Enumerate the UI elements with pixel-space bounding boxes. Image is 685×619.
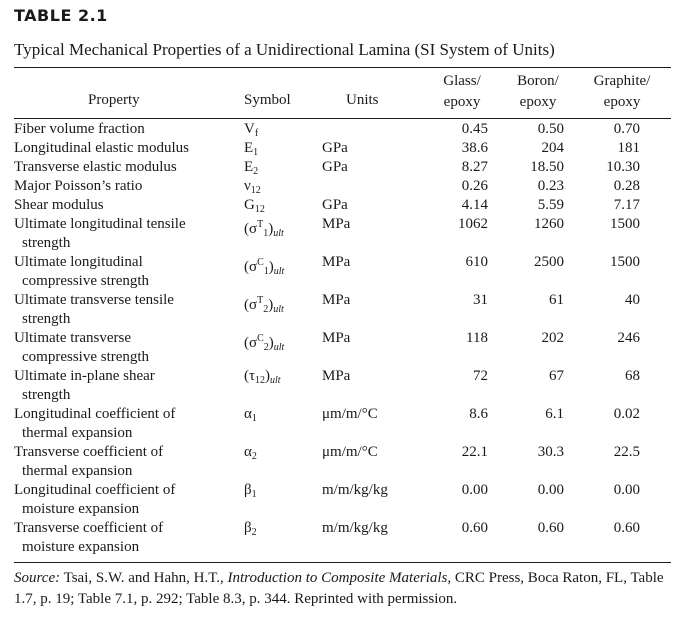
boron-value: 67 <box>549 368 564 384</box>
symbol-cell: $(\sigma^C_1)_{ult}$ <box>244 257 285 277</box>
boron-value: 1260 <box>534 216 564 232</box>
boron-value: 0.00 <box>537 482 564 498</box>
property-cell: Longitudinal elastic modulus <box>14 140 189 156</box>
symbol-cell: $(\sigma^T_2)_{ult}$ <box>244 295 284 315</box>
graphite-value: 1500 <box>610 254 640 270</box>
glass-value: 22.1 <box>461 444 488 460</box>
top-rule <box>14 67 671 68</box>
units-cell: MPa <box>322 254 351 270</box>
symbol-cell: $\nu_{12}$ <box>244 178 261 196</box>
glass-value: 0.00 <box>461 482 488 498</box>
boron-value: 204 <box>541 140 564 156</box>
graphite-value: 7.17 <box>613 197 640 213</box>
graphite-value: 0.02 <box>613 406 640 422</box>
glass-value: 0.60 <box>461 520 488 536</box>
symbol-cell: $(\sigma^C_2)_{ult}$ <box>244 333 285 353</box>
boron-value: 61 <box>549 292 564 308</box>
boron-value: 18.50 <box>530 159 564 175</box>
graphite-value: 0.70 <box>613 121 640 137</box>
glass-value: 8.6 <box>469 406 488 422</box>
header-glass: Glass/ epoxy <box>443 73 481 110</box>
graphite-value: 0.00 <box>613 482 640 498</box>
glass-value: 118 <box>466 330 488 346</box>
header-rule <box>14 118 671 119</box>
source-note <box>14 568 674 610</box>
header-graphite: Graphite/ epoxy <box>593 73 651 110</box>
property-cell: Ultimate in-plane shear strength <box>14 368 155 403</box>
glass-value: 8.27 <box>461 159 488 175</box>
header-symbol: Symbol <box>244 92 291 108</box>
graphite-value: 10.30 <box>606 159 640 175</box>
graphite-value: 68 <box>625 368 640 384</box>
symbol-cell: $(\tau_{12})_{ult}$ <box>244 368 281 386</box>
units-cell: m/m/kg/kg <box>322 482 388 498</box>
property-cell: Fiber volume fraction <box>14 121 145 137</box>
boron-value: 0.50 <box>537 121 564 137</box>
header-property: Property <box>88 92 140 108</box>
units-cell: MPa <box>322 216 351 232</box>
property-cell: Longitudinal coefficient of moisture expansion <box>14 482 176 517</box>
property-cell: Transverse coefficient of moisture expansion <box>14 520 164 555</box>
boron-value: 5.59 <box>537 197 564 213</box>
table-caption: Typical Mechanical Properties of a Unidirectional Lamina (SI System of Units) <box>14 40 555 59</box>
symbol-cell: $E_2$ <box>244 159 259 177</box>
units-cell: MPa <box>322 292 351 308</box>
units-cell: GPa <box>322 197 348 213</box>
boron-value: 30.3 <box>537 444 564 460</box>
boron-value: 0.23 <box>537 178 564 194</box>
property-cell: Ultimate transverse compressive strength <box>14 330 150 365</box>
property-cell: Ultimate longitudinal tensile strength <box>14 216 186 251</box>
symbol-cell: $G_{12}$ <box>244 197 265 215</box>
graphite-value: 181 <box>617 140 640 156</box>
table-label: TABLE 2.1 <box>14 6 108 25</box>
property-cell: Transverse coefficient of thermal expansion <box>14 444 164 479</box>
symbol-cell: $\beta_2$ <box>244 520 257 538</box>
boron-value: 6.1 <box>545 406 564 422</box>
symbol-cell: $\beta_1$ <box>244 482 257 500</box>
source-label: Source: <box>14 570 61 586</box>
property-cell: Ultimate longitudinal compressive strength <box>14 254 150 289</box>
units-cell: μm/m/°C <box>322 444 378 460</box>
graphite-value: 0.28 <box>613 178 640 194</box>
source-authors: Tsai, S.W. and Hahn, H.T., <box>63 570 224 586</box>
glass-value: 4.14 <box>461 197 488 213</box>
boron-value: 2500 <box>534 254 564 270</box>
glass-value: 0.26 <box>461 178 488 194</box>
units-cell: GPa <box>322 140 348 156</box>
property-cell: Longitudinal coefficient of thermal expansion <box>14 406 176 441</box>
property-cell: Major Poisson’s ratio <box>14 178 143 194</box>
glass-value: 31 <box>473 292 488 308</box>
graphite-value: 246 <box>617 330 640 346</box>
boron-value: 0.60 <box>537 520 564 536</box>
symbol-cell: $(\sigma^T_1)_{ult}$ <box>244 219 284 239</box>
units-cell: m/m/kg/kg <box>322 520 388 536</box>
units-cell: MPa <box>322 330 351 346</box>
symbol-cell: $E_1$ <box>244 140 259 158</box>
bottom-rule <box>14 562 671 563</box>
property-cell: Ultimate transverse tensile strength <box>14 292 174 327</box>
graphite-value: 1500 <box>610 216 640 232</box>
units-cell: μm/m/°C <box>322 406 378 422</box>
boron-value: 202 <box>541 330 564 346</box>
glass-value: 1062 <box>458 216 488 232</box>
glass-value: 38.6 <box>461 140 488 156</box>
glass-value: 610 <box>465 254 488 270</box>
graphite-value: 0.60 <box>613 520 640 536</box>
glass-value: 0.45 <box>461 121 488 137</box>
header-boron: Boron/ epoxy <box>517 73 559 110</box>
symbol-cell: $V_f$ <box>244 121 259 139</box>
graphite-value: 22.5 <box>613 444 640 460</box>
symbol-cell: $\alpha_1$ <box>244 406 257 424</box>
source-details: , CRC Press, Boca Raton, FL, Table 1.7, p. 19; Table 7.1, p. 292; Table 8.3, p. 344. Reprinted with permission. <box>14 570 664 607</box>
glass-value: 72 <box>473 368 488 384</box>
units-cell: GPa <box>322 159 348 175</box>
graphite-value: 40 <box>625 292 640 308</box>
symbol-cell: $\alpha_2$ <box>244 444 257 462</box>
property-cell: Shear modulus <box>14 197 104 213</box>
property-cell: Transverse elastic modulus <box>14 159 177 175</box>
header-units: Units <box>346 92 379 108</box>
units-cell: MPa <box>322 368 351 384</box>
source-book: Introduction to Composite Materials <box>227 570 448 586</box>
